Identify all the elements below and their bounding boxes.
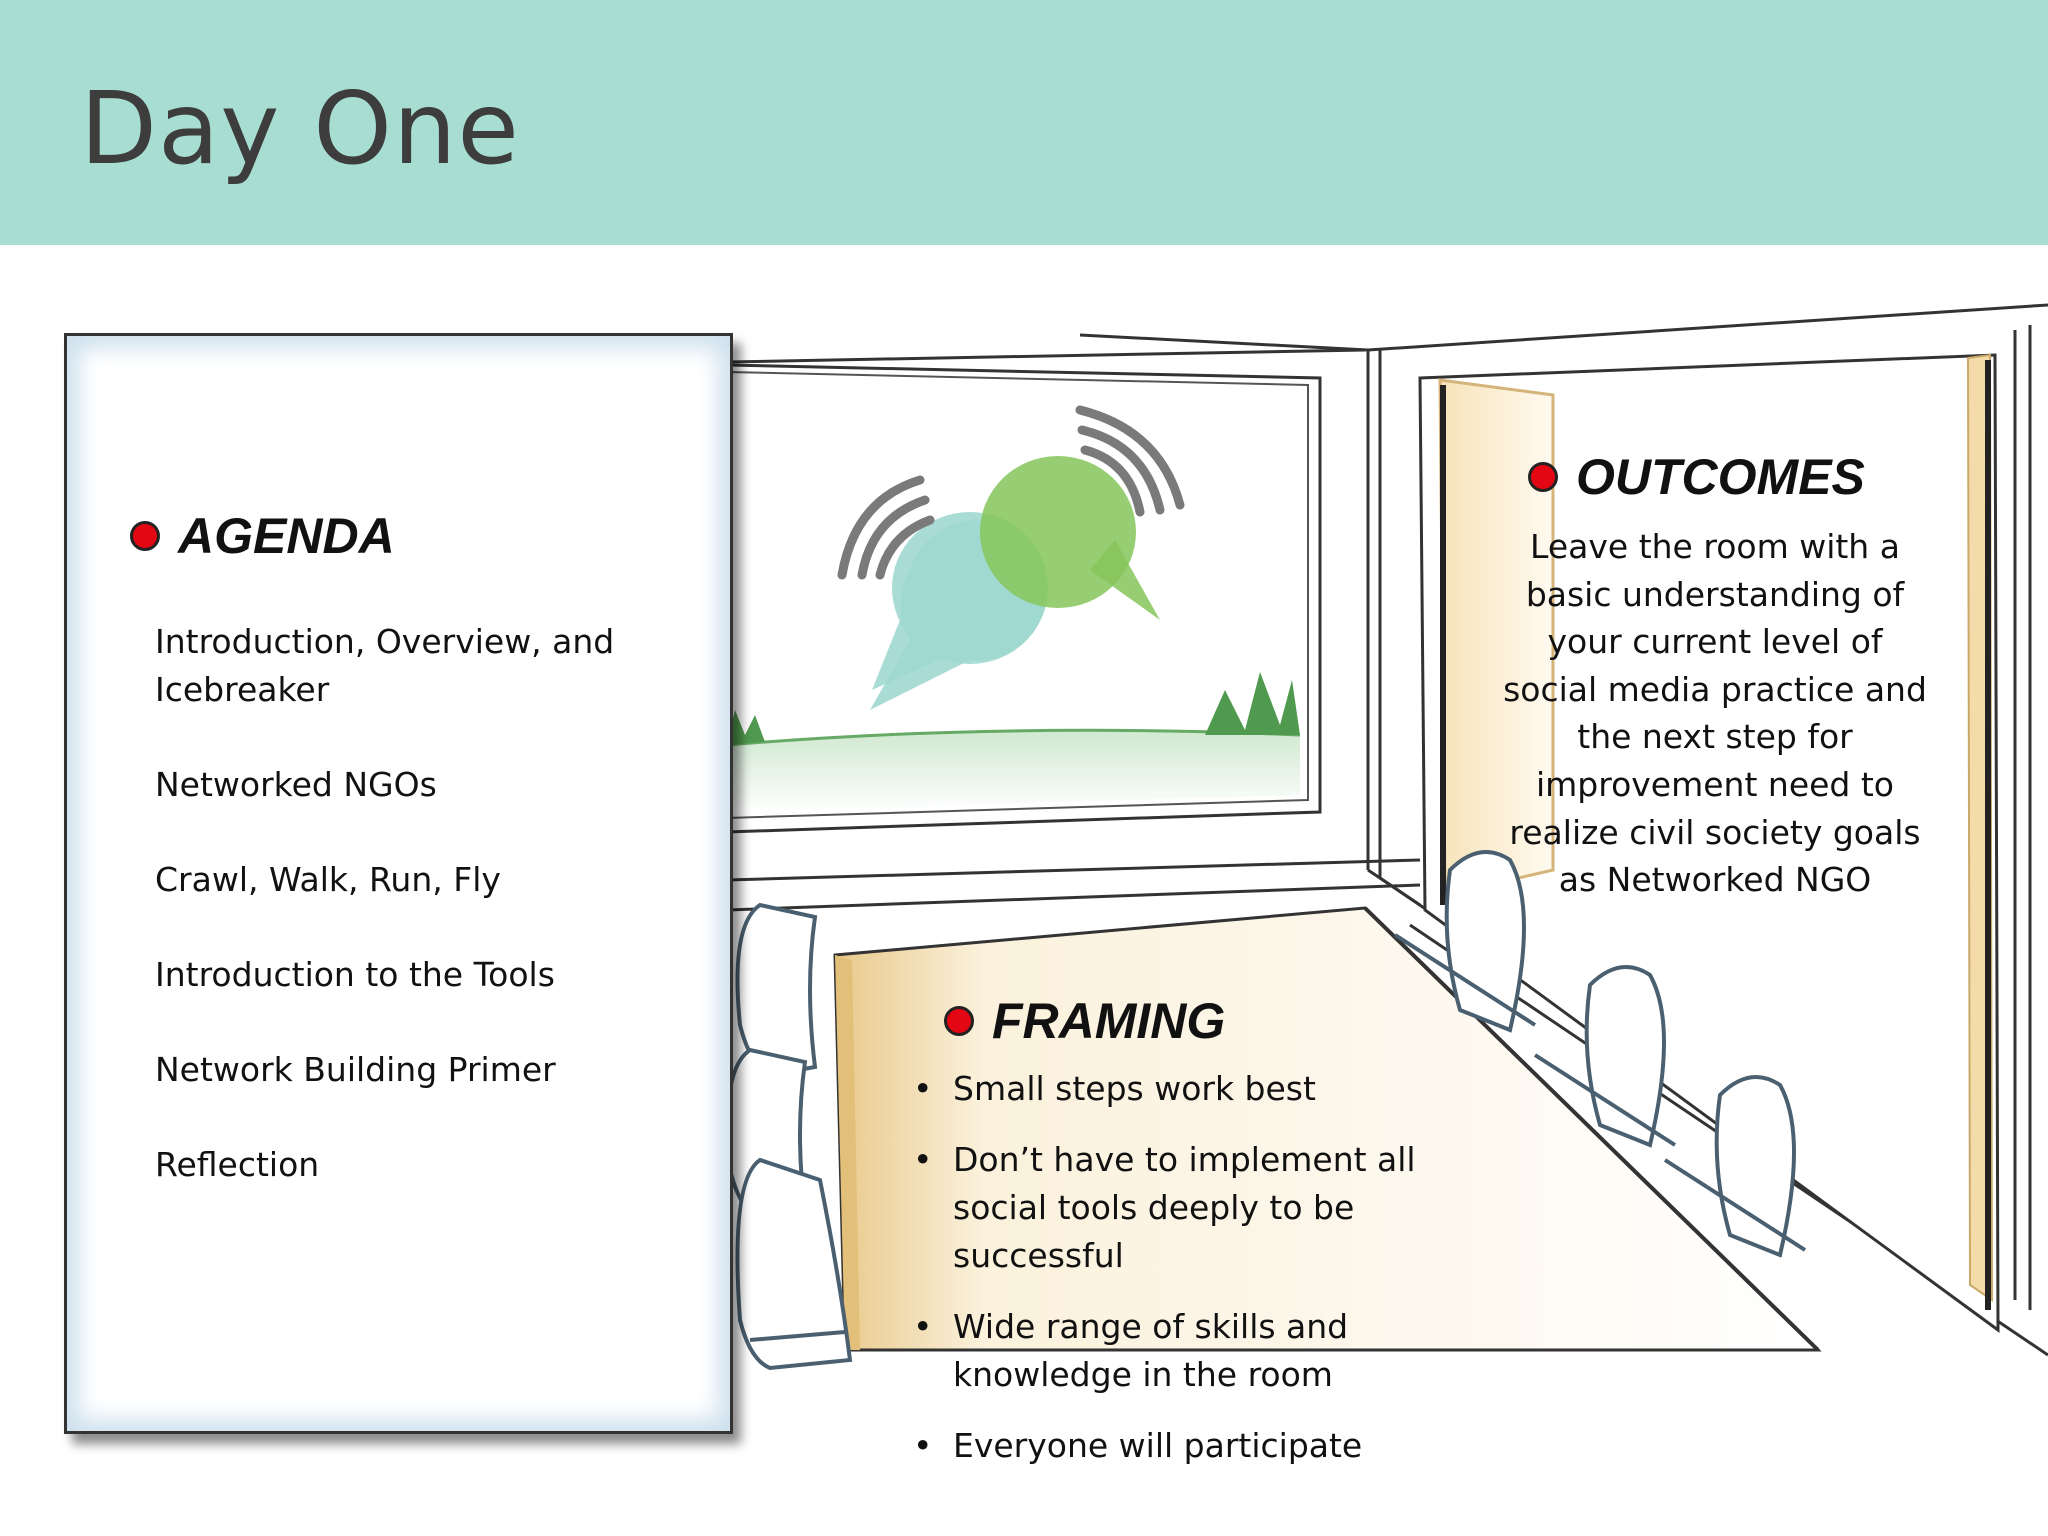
red-dot-icon (130, 521, 160, 551)
agenda-item: Introduction, Overview, and Icebreaker (155, 622, 615, 709)
outcomes-text: Leave the room with a basic understanding of your current level of social media practice and the next step for improvement need to realize civil society goals as Networked NGO (1503, 527, 1927, 900)
red-dot-icon (944, 1006, 974, 1036)
framing-heading: FRAMING (944, 988, 1225, 1050)
framing-bullet: • Wide range of skills and knowledge in the room (913, 1303, 1433, 1399)
framing-bullet: • Don’t have to implement all social tools deeply to be successful (913, 1136, 1433, 1280)
framing-bullet: • Everyone will participate (913, 1422, 1433, 1470)
framing-bullet: • Small steps work best (913, 1065, 1433, 1113)
slide-header (0, 0, 2048, 245)
agenda-item: Introduction to the Tools (155, 955, 555, 994)
slide-title: Day One (80, 70, 520, 187)
agenda-item: Network Building Primer (155, 1050, 556, 1089)
agenda-item: Reflection (155, 1145, 320, 1184)
agenda-list (155, 618, 715, 1236)
agenda-item: Crawl, Walk, Run, Fly (155, 860, 501, 899)
window (727, 365, 1320, 832)
agenda-item: Networked NGOs (155, 765, 437, 804)
outcomes-heading: OUTCOMES (1528, 444, 1865, 506)
agenda-heading: AGENDA (130, 503, 395, 565)
framing-list (913, 1065, 1433, 1493)
red-dot-icon (1528, 462, 1558, 492)
